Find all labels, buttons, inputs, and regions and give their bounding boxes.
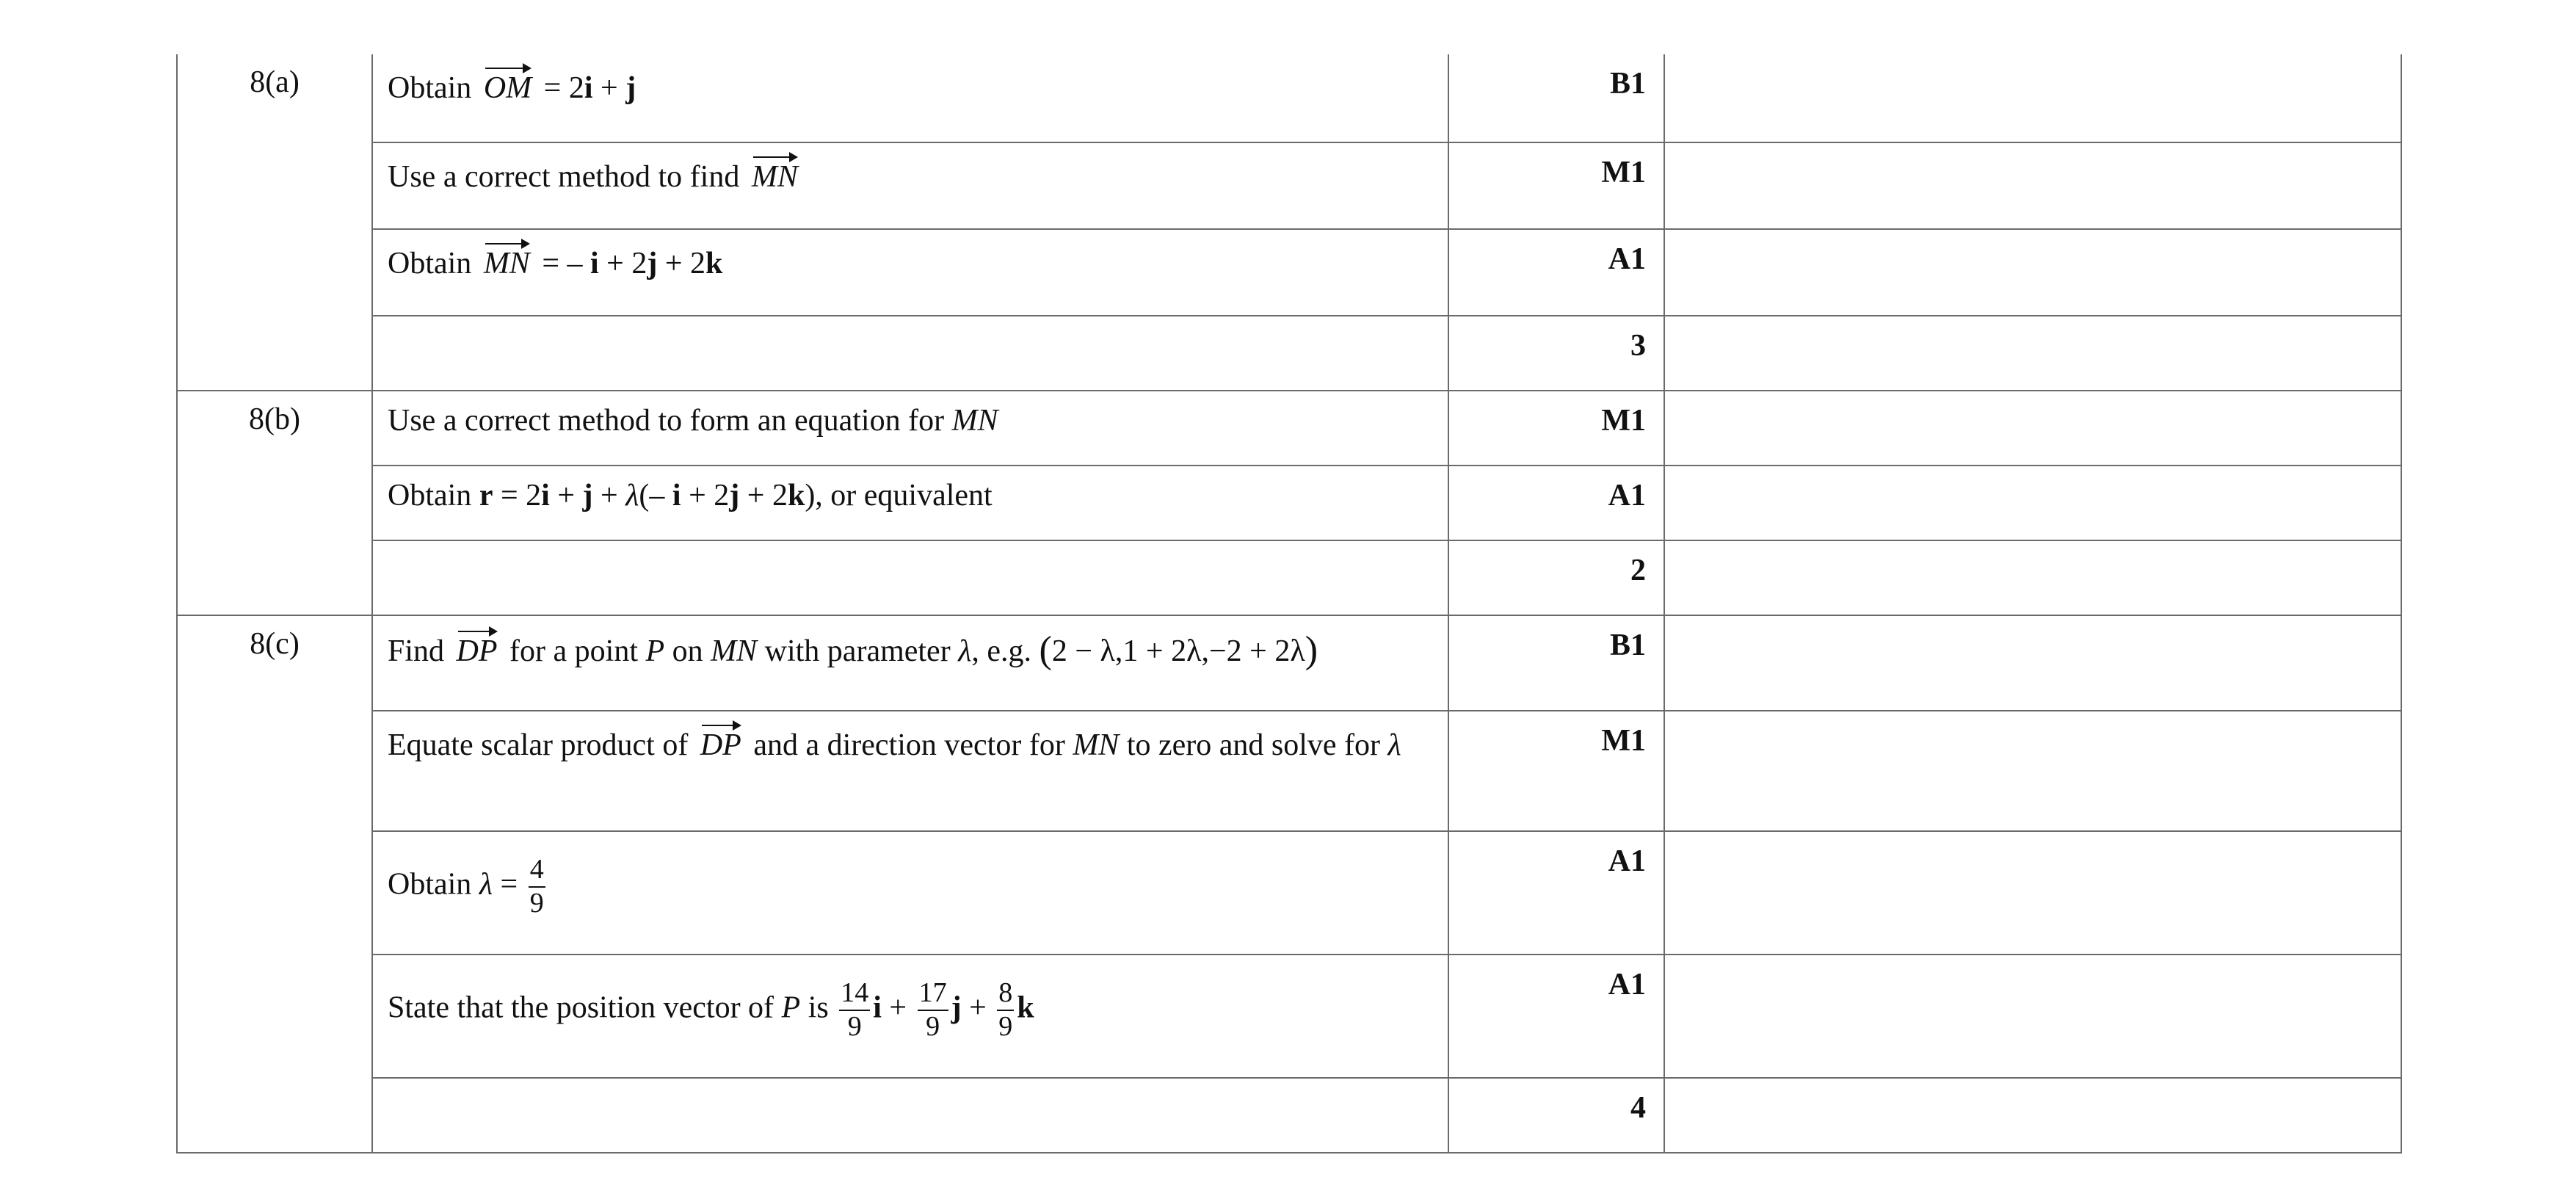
guidance-cell — [1664, 391, 2401, 466]
question-number: 8(b) — [177, 391, 372, 615]
vector-dp: DP — [700, 722, 741, 765]
mark-cell: M1 — [1448, 142, 1664, 229]
guidance-cell — [1664, 466, 2401, 540]
answer-cell — [372, 1078, 1448, 1153]
table-row — [177, 955, 2401, 1078]
fraction: $\frac{8}{9}$ — [998, 977, 1013, 1042]
guidance-cell — [1664, 1078, 2401, 1153]
guidance-cell — [1664, 615, 2401, 711]
guidance-cell — [1664, 229, 2401, 316]
total-mark-cell: 4 — [1448, 1078, 1664, 1153]
answer-cell: Obtain r = 2i + j + λ(– i + 2j + 2k), or equivalent — [372, 466, 1448, 540]
vector-mn: MN — [752, 153, 798, 197]
guidance-cell — [1664, 711, 2401, 831]
table-row — [177, 142, 2401, 229]
table-row — [177, 466, 2401, 540]
answer-cell: Equate scalar product of DP and a direction vector for MN to zero and solve for λ — [372, 711, 1448, 831]
answer-cell: Find DP for a point P on MN with parameter λ, e.g. (2 − λ,1 + 2λ,−2 + 2λ) — [372, 615, 1448, 711]
table-row — [177, 391, 2401, 466]
mark-scheme-table — [176, 54, 2402, 1153]
mark-cell: M1 — [1448, 391, 1664, 466]
question-number: 8(a) — [177, 54, 372, 391]
answer-cell: Obtain λ = $\frac{4}{9}$ — [372, 831, 1448, 955]
table-row — [177, 711, 2401, 831]
table-row — [177, 1078, 2401, 1153]
answer-cell — [372, 316, 1448, 391]
table-row — [177, 540, 2401, 615]
vector-dp: DP — [457, 628, 498, 671]
guidance-cell — [1664, 316, 2401, 391]
guidance-cell — [1664, 540, 2401, 615]
answer-cell: State that the position vector of P is $\frac{14}{9}$ i + $\frac{17}{9}$ j + $\frac{8}{9}$ k — [372, 955, 1448, 1078]
total-mark-cell: 2 — [1448, 540, 1664, 615]
answer-cell: Obtain OM = 2i + j — [372, 54, 1448, 142]
fraction: $\frac{14}{9}$ — [841, 977, 869, 1042]
mark-cell: M1 — [1448, 711, 1664, 831]
table-row — [177, 316, 2401, 391]
guidance-cell — [1664, 54, 2401, 142]
guidance-cell — [1664, 142, 2401, 229]
answer-cell: Obtain MN = – i + 2j + 2k — [372, 229, 1448, 316]
fraction: $\frac{17}{9}$ — [918, 977, 947, 1042]
mark-cell: B1 — [1448, 615, 1664, 711]
mark-cell: A1 — [1448, 955, 1664, 1078]
mark-cell: A1 — [1448, 831, 1664, 955]
question-number: 8(c) — [177, 615, 372, 1153]
total-mark-cell: 3 — [1448, 316, 1664, 391]
mark-cell: A1 — [1448, 229, 1664, 316]
answer-cell: Use a correct method to find MN — [372, 142, 1448, 229]
table-row — [177, 229, 2401, 316]
mark-cell: A1 — [1448, 466, 1664, 540]
answer-cell — [372, 540, 1448, 615]
mark-cell: B1 — [1448, 54, 1664, 142]
vector-mn: MN — [484, 240, 530, 283]
answer-cell: Use a correct method to form an equation for MN — [372, 391, 1448, 466]
table-row — [177, 831, 2401, 955]
guidance-cell — [1664, 831, 2401, 955]
guidance-cell — [1664, 955, 2401, 1078]
vector-om: OM — [484, 65, 531, 108]
table-row — [177, 54, 2401, 142]
table-row — [177, 615, 2401, 711]
fraction: $\frac{4}{9}$ — [529, 854, 544, 919]
